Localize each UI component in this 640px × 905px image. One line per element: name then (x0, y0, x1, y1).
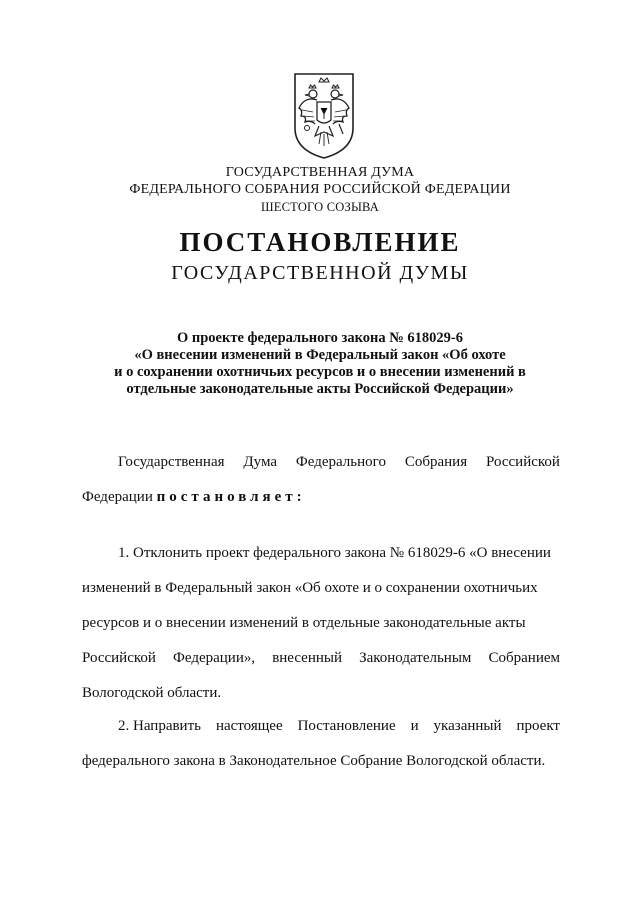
title-line-4: отдельные законодательные акты Российской Федерации» (126, 381, 514, 397)
item-1-line-4 (82, 641, 560, 676)
word: Российской (82, 650, 156, 666)
convocation-line: ШЕСТОГО СОЗЫВА (260, 200, 380, 214)
decree-verb: постановляет: (156, 489, 306, 505)
title-line-3: и о сохранении охотничьих ресурсов и о внесении изменений в (114, 364, 526, 380)
intro-paragraph (82, 445, 560, 515)
item-1-line-2: изменений в Федеральный закон «Об охоте и о сохранении охотничьих (82, 580, 538, 596)
coat-of-arms-icon (291, 72, 357, 160)
word: проект (516, 718, 560, 734)
org-name-line-2: ФЕДЕРАЛЬНОГО СОБРАНИЯ РОССИЙСКОЙ ФЕДЕРАЦИИ (129, 182, 511, 197)
word: и (410, 718, 419, 734)
word: Государственная (118, 454, 225, 470)
item-2-line-1 (82, 709, 560, 744)
document-type-heading: ПОСТАНОВЛЕНИЕ (179, 227, 461, 257)
word: Российской (486, 454, 560, 470)
item-1-line-5: Вологодской области. (82, 685, 222, 701)
item-1-line-3: ресурсов и о внесении изменений в отдельные законодательные акты (82, 615, 526, 631)
intro-line-1 (82, 445, 560, 480)
intro-federation-word: Федерации (82, 489, 153, 505)
document-title (0, 330, 640, 398)
title-line-1: О проекте федерального закона № 618029-6 (176, 330, 464, 346)
word: настоящее (215, 718, 283, 734)
item-2-paragraph (82, 709, 560, 779)
word: Собранием (488, 650, 560, 666)
word: Федерального (295, 454, 386, 470)
word: Собрания (404, 454, 468, 470)
item-2-line-2: федерального закона в Законодательное Собрание Вологодской области. (82, 753, 546, 769)
document-issuer-heading: ГОСУДАРСТВЕННОЙ ДУМЫ (171, 262, 469, 284)
word: Дума (243, 454, 278, 470)
intro-line-2 (82, 480, 560, 515)
word: Федерации», (173, 650, 256, 666)
word: внесенный (272, 650, 342, 666)
item-1-paragraph (82, 536, 560, 711)
word: 2. Направить (118, 718, 201, 734)
item-1-line-1: 1. Отклонить проект федерального закона № 618029-6 «О внесении (118, 545, 551, 561)
org-name-line-1: ГОСУДАРСТВЕННАЯ ДУМА (225, 165, 415, 180)
word: Законодательным (359, 650, 472, 666)
word: Постановление (297, 718, 396, 734)
title-line-2: «О внесении изменений в Федеральный закон «Об охоте (134, 347, 506, 363)
word: указанный (433, 718, 502, 734)
